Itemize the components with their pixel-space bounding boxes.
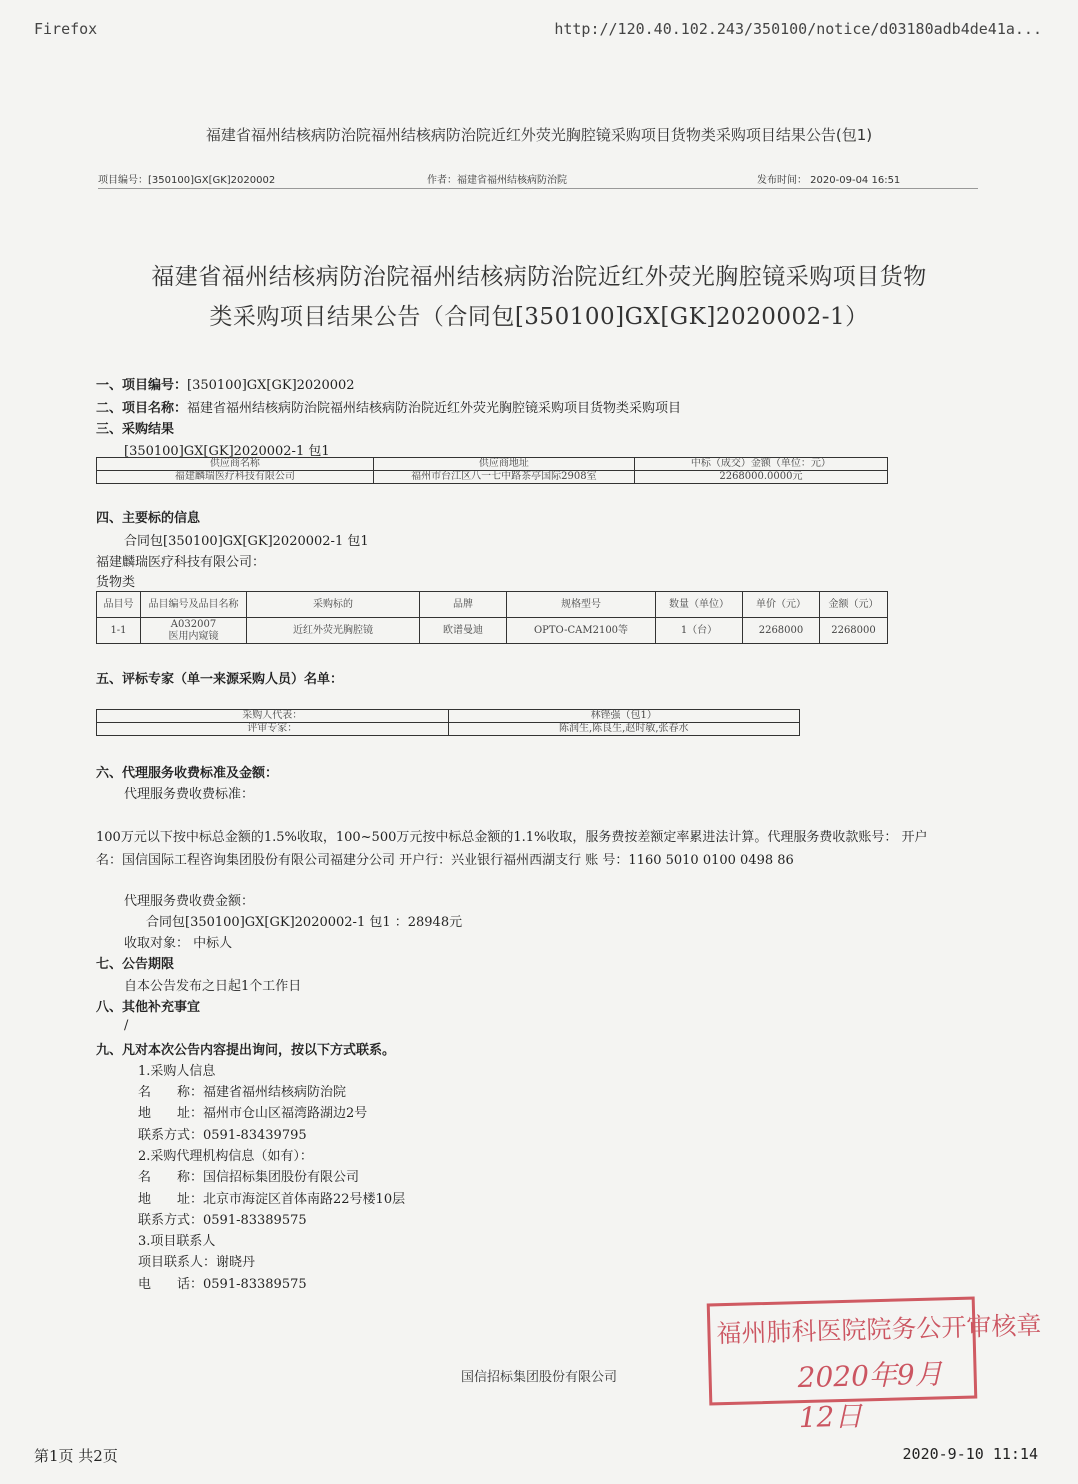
- section-value: [350100]GX[GK]2020002: [187, 378, 355, 393]
- page-header-title: 福建省福州结核病防治院福州结核病防治院近红外荧光胸腔镜采购项目货物类采购项目结果公告(包1): [205, 126, 873, 144]
- table-header-cell: 品目编号及品目名称: [141, 592, 247, 618]
- section-value: 福建省福州结核病防治院福州结核病防治院近红外荧光胸腔镜采购项目货物类采购项目: [187, 401, 682, 416]
- main-title-line2: 类采购项目结果公告（合同包[350100]GX[GK]2020002-1）: [209, 304, 869, 330]
- table-row: [97, 723, 800, 736]
- project-code-meta: 项目编号：[350100]GX[GK]2020002: [98, 175, 276, 186]
- period-value: 自本公告发布之日起1个工作日: [124, 979, 302, 994]
- subject-category: 货物类: [96, 575, 136, 590]
- contact-title: 3.项目联系人: [138, 1234, 216, 1249]
- section-project-code: [96, 374, 355, 393]
- section-label: 二、项目名称：: [96, 401, 188, 416]
- table-header-cell: 采购标的: [247, 592, 420, 618]
- subject-package: 合同包[350100]GX[GK]2020002-1 包1: [124, 534, 369, 549]
- main-title-line1: 福建省福州结核病防治院福州结核病防治院近红外荧光胸腔镜采购项目货物: [151, 264, 927, 290]
- table-header-cell: 品目号: [97, 592, 141, 618]
- subject-supplier: 福建麟瑞医疗科技有限公司：: [96, 555, 266, 570]
- stamp-date: 2020年9月12日: [797, 1357, 944, 1435]
- table-header-row: [97, 592, 888, 618]
- section-label: 一、项目编号：: [96, 378, 188, 393]
- table-cell: 欧谱曼迪: [420, 618, 507, 644]
- agency-phone: 联系方式：0591-83389575: [138, 1213, 307, 1228]
- section-experts-label: 五、评标专家（单一来源采购人员）名单：: [96, 672, 344, 687]
- section-other-label: 八、其他补充事宜: [96, 1000, 201, 1015]
- fee-amount-label: 代理服务费收费金额：: [124, 894, 255, 909]
- table-cell: 福州市台江区八一七中路茶亭国际2908室: [373, 471, 634, 484]
- browser-url[interactable]: http://120.40.102.243/350100/notice/d03180adb4de41a...: [554, 20, 1042, 38]
- other-value: /: [124, 1018, 129, 1033]
- meta-divider: [98, 188, 978, 189]
- footer-company: 国信招标集团股份有限公司: [460, 1370, 617, 1385]
- table-cell: 林锉强（包1）: [448, 710, 800, 723]
- table-header-cell: 规格型号: [507, 592, 656, 618]
- table-cell: [141, 618, 247, 644]
- section-subject-label: 四、主要标的信息: [96, 511, 201, 526]
- subject-table: [96, 591, 888, 644]
- table-header-cell: 供应商地址: [373, 458, 634, 471]
- table-cell: 1（台）: [656, 618, 743, 644]
- publish-time-meta: 发布时间： 2020-09-04 16:51: [757, 175, 901, 186]
- print-time: 2020-9-10 11:14: [902, 1445, 1038, 1463]
- table-cell: 评审专家：: [97, 723, 449, 736]
- table-header-cell: 单价（元）: [743, 592, 820, 618]
- agency-address: 地 址：北京市海淀区首体南路22号楼10层: [138, 1192, 406, 1207]
- purchaser-name: 名 称：福建省福州结核病防治院: [138, 1085, 347, 1100]
- fee-standard-para1: 100万元以下按中标总金额的1.5%收取，100~500万元按中标总金额的1.1%收取，服务费按差额定率累进法计算。代理服务费收款账号： 开户: [96, 830, 928, 845]
- contact-phone: 电 话：0591-83389575: [138, 1277, 307, 1292]
- item-code: A032007: [170, 618, 217, 630]
- section-fee-label: 六、代理服务收费标准及金额：: [96, 766, 279, 781]
- section-period-label: 七、公告期限: [96, 957, 175, 972]
- table-cell: 2268000: [743, 618, 820, 644]
- review-stamp: [707, 1297, 1042, 1435]
- table-row: [97, 710, 800, 723]
- agency-title: 2.采购代理机构信息（如有）：: [138, 1149, 313, 1164]
- purchaser-address: 地 址：福州市仓山区福湾路湖边2号: [138, 1106, 368, 1121]
- browser-name: Firefox: [34, 20, 98, 38]
- table-cell: 采购人代表：: [97, 710, 449, 723]
- fee-standard-label: 代理服务费收费标准：: [124, 787, 255, 802]
- author-meta: 作者：福建省福州结核病防治院: [427, 175, 567, 186]
- table-row: [97, 471, 888, 484]
- table-row: [97, 618, 888, 644]
- table-cell: 1-1: [97, 618, 141, 644]
- purchaser-title: 1.采购人信息: [138, 1064, 216, 1079]
- result-table: [96, 457, 888, 484]
- table-header-cell: 品牌: [420, 592, 507, 618]
- fee-target: 收取对象： 中标人: [124, 936, 233, 951]
- agency-name: 名 称：国信招标集团股份有限公司: [138, 1170, 360, 1185]
- fee-amount: 合同包[350100]GX[GK]2020002-1 包1 ：28948元: [146, 915, 463, 930]
- table-cell: 福建麟瑞医疗科技有限公司: [97, 471, 374, 484]
- table-cell: 2268000.0000元: [634, 471, 887, 484]
- contact-person: 项目联系人：谢晓丹: [138, 1255, 256, 1270]
- fee-standard-para2: 名：国信国际工程咨询集团股份有限公司福建分公司 开户行：兴业银行福州西湖支行 账 号：1160 5010 0100 0498 86: [96, 853, 794, 868]
- table-header-cell: 供应商名称: [97, 458, 374, 471]
- table-cell: OPTO-CAM2100等: [507, 618, 656, 644]
- table-cell: 陈润生,陈良生,赵时敏,张春水: [448, 723, 800, 736]
- experts-table: [96, 709, 800, 736]
- purchaser-phone: 联系方式：0591-83439795: [138, 1128, 307, 1143]
- section-result-label: 三、采购结果: [96, 422, 175, 437]
- item-code-name: 医用内窥镜: [168, 630, 219, 642]
- table-header-row: [97, 458, 888, 471]
- table-header-cell: 金额（元）: [820, 592, 888, 618]
- section-contact-label: 九、凡对本次公告内容提出询问，按以下方式联系。: [96, 1043, 396, 1058]
- stamp-text: 福州肺科医院院务公开审核章: [716, 1310, 1042, 1349]
- page-number: 第1页 共2页: [34, 1447, 118, 1465]
- result-package: [350100]GX[GK]2020002-1 包1: [124, 444, 330, 459]
- table-header-cell: 数量（单位）: [656, 592, 743, 618]
- table-header-cell: 中标（成交）金额（单位：元）: [634, 458, 887, 471]
- table-cell: 2268000: [820, 618, 888, 644]
- table-cell: 近红外荧光胸腔镜: [247, 618, 420, 644]
- section-project-name: [96, 397, 681, 416]
